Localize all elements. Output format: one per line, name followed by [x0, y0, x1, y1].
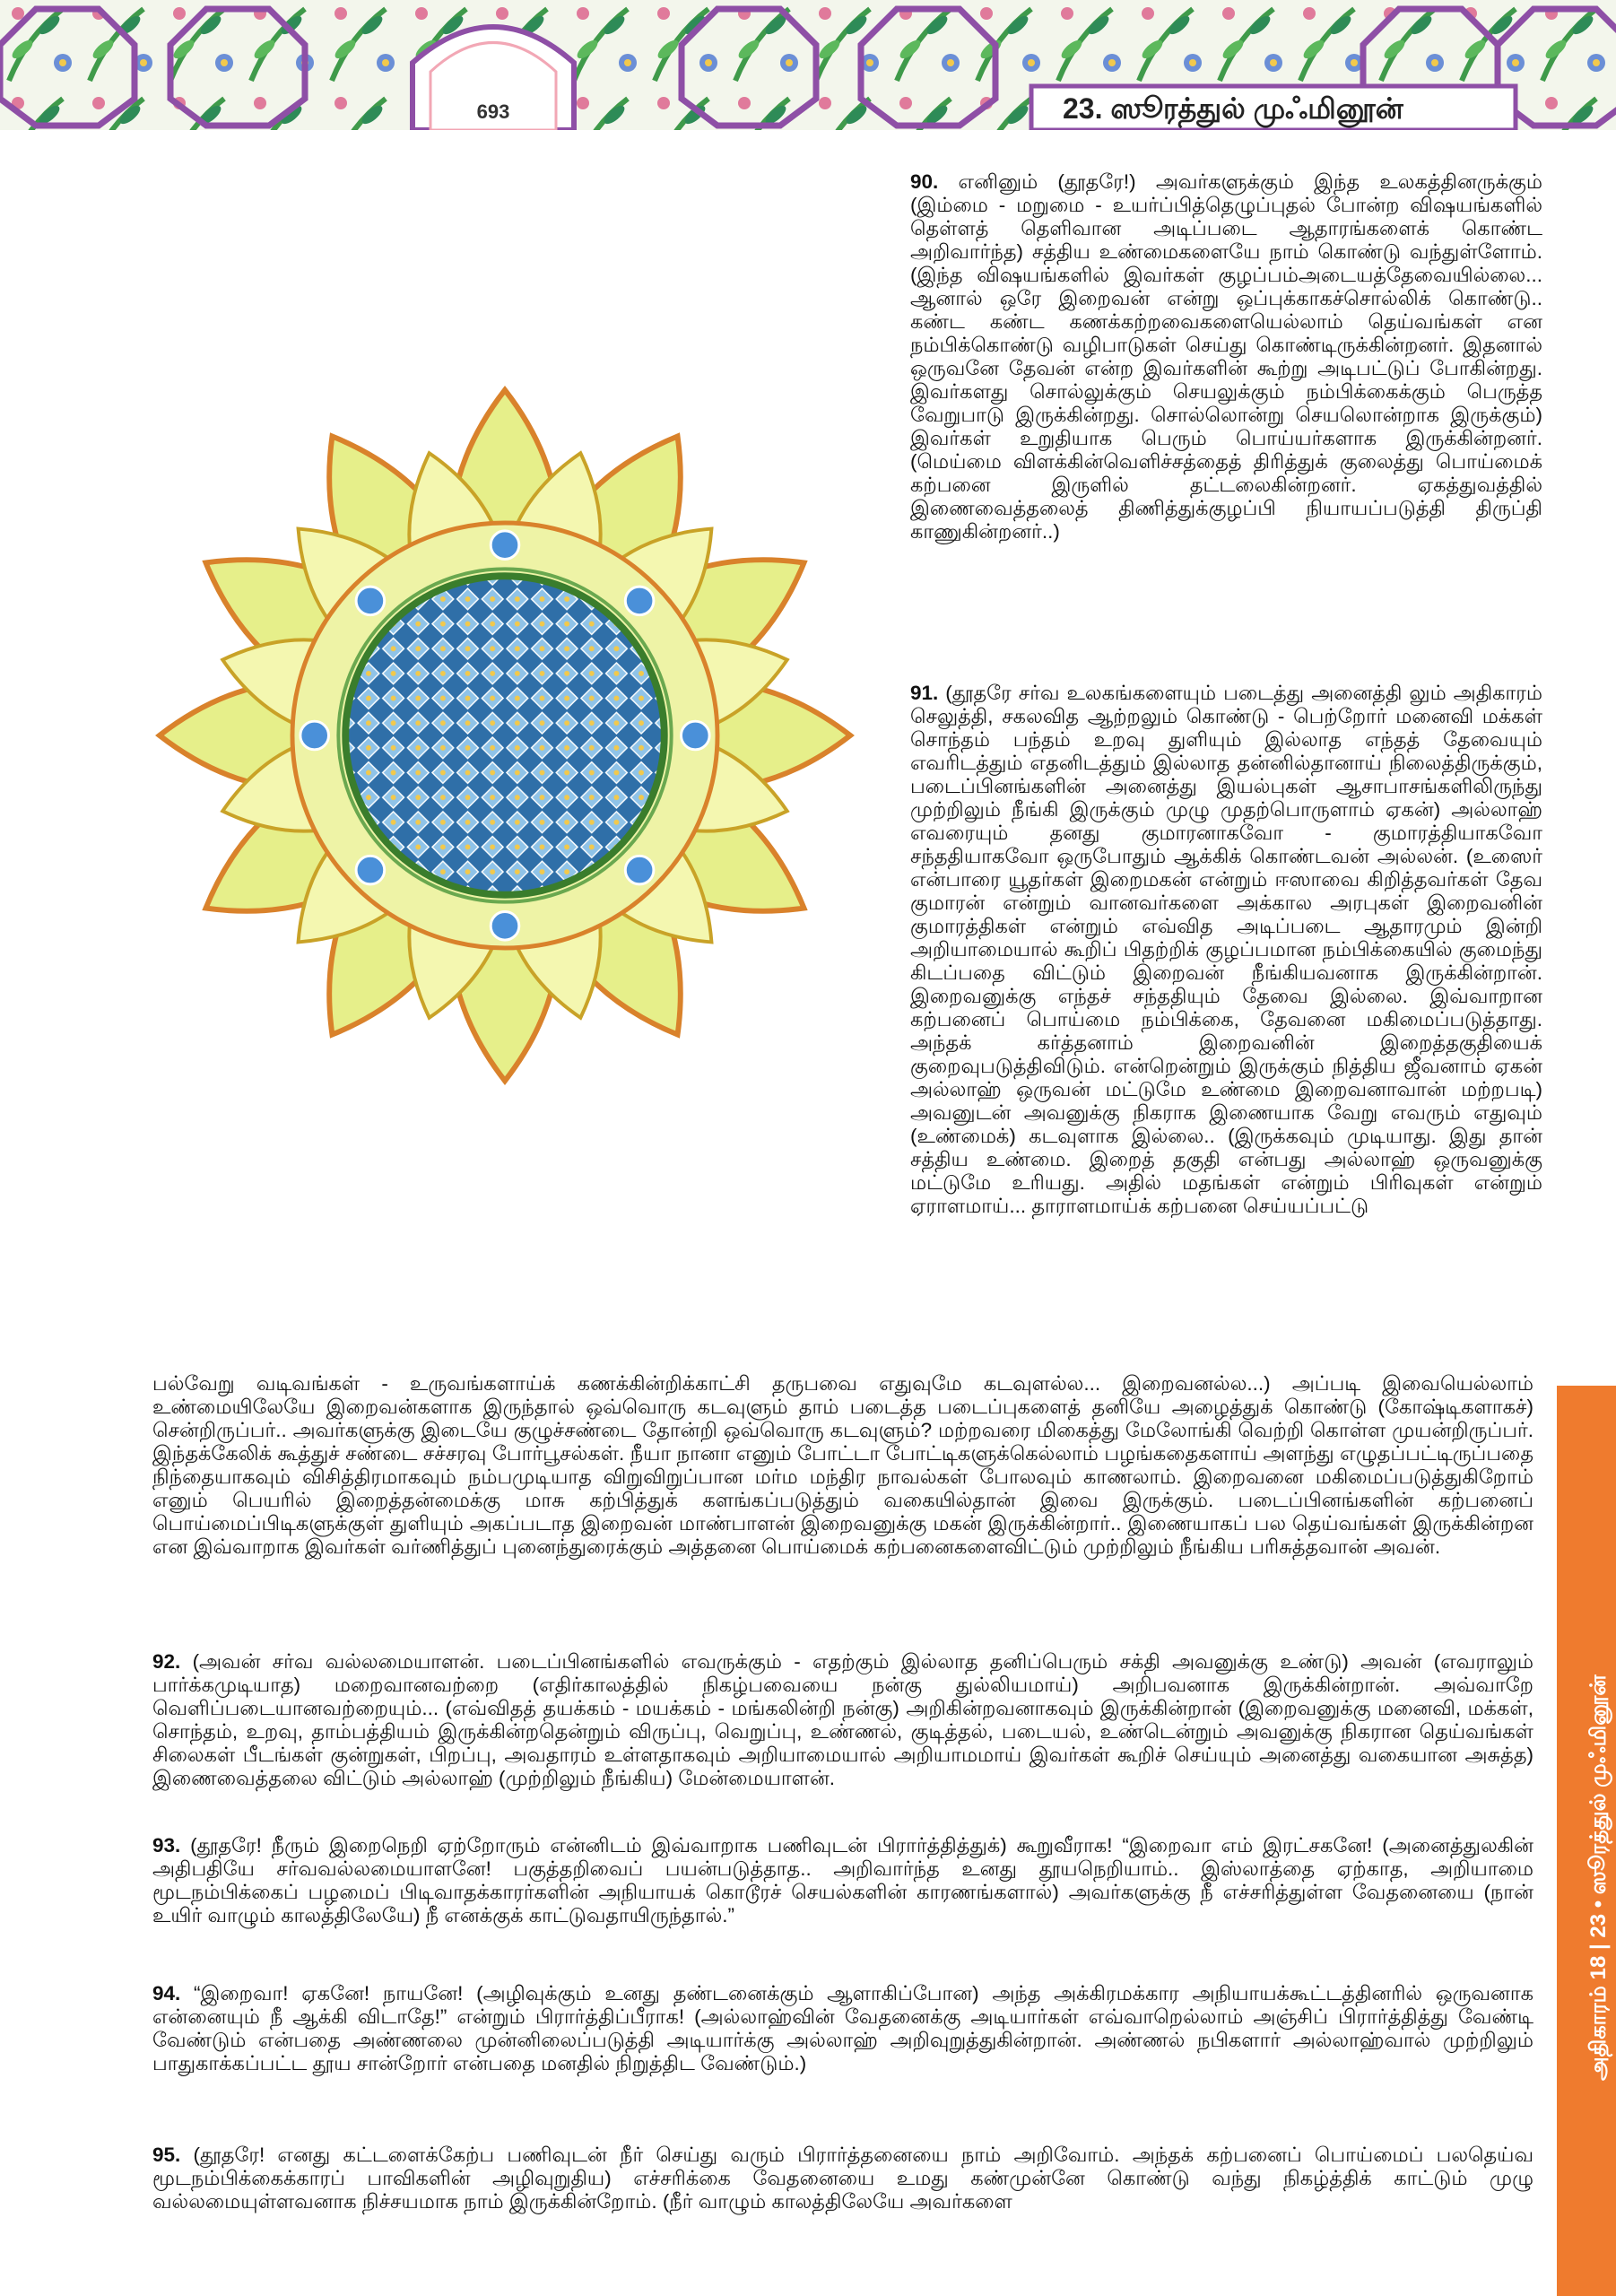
mandala-ornament — [151, 381, 859, 1090]
verse-text: பல்வேறு வடிவங்கள் - உருவங்களாய்க் கணக்கின்றிக்காட்சி தருபவை எதுவுமே கடவுளல்ல... இறைவனல்ல...) அப்படி இவையெல்லாம் உண்மையிலேயே இறைவன்களாக இருந்தால் ஒவ்வொரு கடவுளும் தாம் படைத்த படைப்புகளைத் தனியே அழைத்துக் கொண்டு (கோஷ்டிகளாகச்) சென்றிருப்பர்.. அவர்களுக்கு இடையே குழுச்சண்டை தோன்றி ஒவ்வொரு கடவுளும்? மற்றவரை மிகைத்து மேலோங்கி வெற்றி கொள்ள முயன்றிருப்பர். இந்தக்கேலிக் கூத்துச் சண்டை சச்சரவு போர்பூசல்கள். நீயா நானா எனும் போட்டா போட்டிகளுக்கெல்லாம் பழங்கதைகளாய் அளந்து எழுதப்பட்டிருப்பதை நிந்தையாகவும் விசித்திரமாகவும் நம்பமுடியாத விறுவிறுப்பான மர்ம மந்திர நாவல்கள் போலவும் காணலாம். இறைவனை மகிமைப்படுத்துகிறோம் எனும் பெயரில் இறைத்தன்மைக்கு மாசு கற்பித்துக் களங்கப்படுத்தும் வகையில்தான் இவை இருக்கும். படைப்பினங்களின் கற்பனைப் பொய்மைப்பிடிகளுக்குள் துளியும் அகப்படாத இறைவன் மாண்பாளன் இறைவனுக்கு மகன் இருக்கின்றார்.. இணையாகப் பல தெய்வங்கள் இருக்கின்றன என இவ்வாறாக இவர்கள் வர்ணித்துப் புனைந்துரைக்கும் அத்தனை பொய்மைக் கற்பனைகளைவிட்டும் முற்றிலும் நீங்கிய பரிசுத்தவான் அவன். — [152, 1372, 1533, 1558]
verse-number: 91. — [910, 682, 939, 704]
verse-number: 94. — [152, 1982, 181, 2005]
verse-number: 92. — [152, 1650, 181, 1673]
verse-90 — [910, 170, 1542, 544]
verse-95 — [152, 2144, 1533, 2213]
verse-93 — [152, 1834, 1533, 1927]
verse-text: (அவன் சர்வ வல்லமையாளன். படைப்பினங்களில் எவருக்கும் - எதற்கும் இல்லாத தனிப்பெரும் சக்தி அவனுக்கு உண்டு) அவன் (எவராலும் பார்க்கமுடியாத) மறைவானவற்றை (எதிர்காலத்தில் நிகழ்பவையை நன்கு துல்லியமாய்) அறிபவனாக இருக்கின்றான். அவ்வாறே வெளிப்படையானவற்றையும்... (எவ்விதத் தயக்கம் - மயக்கம் - மங்கலின்றி நன்கு) அறிகின்றவனாகவும் இருக்கின்றான் (இறைவனுக்கு மனைவி, மக்கள், சொந்தம், உறவு, தாம்பத்தியம் இருக்கின்றதென்றும் விருப்பு, வெறுப்பு, உண்ணல், குடித்தல், படையல், உண்டென்றும் அவனுக்கு நிகரான தெய்வங்கள் சிலைகள் பீடங்கள் குன்றுகள், பிறப்பு, அவதாரம் உள்ளதாகவும் அறியாமையால் அறியாமமாய் இவர்கள் கூறிச் செய்யும் அனைத்து வகையான அசுத்த) இணைவைத்தலை விட்டும் அல்லாஹ் (முற்றிலும் நீங்கிய) மேன்மையாளன். — [152, 1650, 1533, 1789]
verse-91-continued — [152, 1372, 1533, 1559]
verse-text: “இறைவா! ஏகனே! நாயனே! (அழிவுக்கும் உனது தண்டனைக்கும் ஆளாகிப்போன) அந்த அக்கிரமக்கார அநியாயக்கூட்டத்தினரில் ஒருவனாக என்னையும் நீ ஆக்கி விடாதே!” என்றும் பிரார்த்திப்பீராக! (அல்லாஹ்வின் வேதனைக்கு அடியார்கள் எவ்வாறெல்லாம் அஞ்சிப் பிரார்த்தித்து வேண்டி வேண்டும் என்பதை அண்ணலை முன்னிலைப்படுத்தி அடியார்க்கு அல்லாஹ் அறிவுறுத்துகின்றான். அண்ணல் நபிகளார் அல்லாஹ்வால் முற்றிலும் பாதுகாக்கப்பட்ட தூய சான்றோர் என்பதை மனதில் நிறுத்திட வேண்டும்.) — [152, 1982, 1533, 2074]
verse-number: 90. — [910, 170, 939, 193]
verse-number: 95. — [152, 2144, 181, 2166]
chapter-title: 23. ஸூரத்துல் முஃமினூன் — [1063, 92, 1403, 125]
verse-text: எனினும் (தூதரே!) அவர்களுக்கும் இந்த உலகத்தினருக்கும் (இம்மை - மறுமை - உயர்ப்பித்தெழுப்புதல் போன்ற விஷயங்களில் தெள்ளத் தெளிவான அடிப்படை ஆதாரங்களைக் கொண்ட அறிவார்ந்த) சத்திய உண்மைகளையே நாம் கொண்டு வந்துள்ளோம். (இந்த விஷயங்களில் இவர்கள் குழப்பம்அடையத்தேவையில்லை... ஆனால் ஒரே இறைவன் என்று ஒப்புக்காகச்சொல்லிக் கொண்டு.. கண்ட கண்ட கணக்கற்றவைகளையெல்லாம் தெய்வங்கள் என நம்பிக்கொண்டு வழிபாடுகள் செய்து கொண்டிருக்கின்றனர். இதனால் ஒருவனே தேவன் என்ற இவர்களின் கூற்று அடிபட்டுப் போகின்றது. இவர்களது சொல்லுக்கும் செயலுக்கும் நம்பிக்கைக்கும் பெருத்த வேறுபாடு இருக்கின்றது. சொல்லொன்று செயலொன்றாக இருக்கும்) இவர்கள் உறுதியாக பெரும் பொய்யர்களாக இருக்கின்றனர். (மெய்மை விளக்கின்வெளிச்சத்தைத் திரித்துக் குலைத்து பொய்மைக் கற்பனை இருளில் தட்டலைகின்றனர். ஏகத்துவத்தில் இணைவைத்தலைத் திணித்துக்குழப்பி நியாயப்படுத்தி திருப்தி காணுகின்றனர்..) — [910, 170, 1542, 543]
side-tab-label: அதிகாரம் 18 | 23 • ஸூரத்துல் முஃமினூன் — [1586, 1674, 1611, 2081]
page-number: 693 — [476, 100, 510, 123]
verse-number: 93. — [152, 1834, 181, 1857]
verse-91 — [910, 682, 1542, 1218]
verse-text: (தூதரே சர்வ உலகங்களையும் படைத்து அனைத்தி லும் அதிகாரம் செலுத்தி, சகலவித ஆற்றலும் கொண்டு - பெற்றோர் மனைவி மக்கள் சொந்தம் பந்தம் உறவு துளியும் இல்லாத எந்தத் தேவையும் எவரிடத்தும் எதனிடத்தும் இல்லாத தன்னில்தானாய் நிலைத்திருக்கும், படைப்பினங்களின் அனைத்து இயல்புகள் ஆசாபாசங்களிலிருந்து முற்றிலும் நீங்கி இருக்கும் முழு முதற்பொருளாம் ஏகன்) அல்லாஹ் எவரையும் தனது குமாரனாகவோ - குமாரத்தியாகவோ சந்ததியாகவோ ஒருபோதும் ஆக்கிக் கொண்டவன் அல்லன். (உஸைர் என்பாரை யூதர்கள் இறைமகன் என்றும் ஈஸாவை கிறித்தவர்கள் தேவ குமாரன் என்றும் வானவர்களை அக்கால அரபுகள் இறைவனின் குமாரத்திகள் என்றும் எவ்வித அடிப்படை ஆதாரமும் இன்றி அறியாமையால் கூறிப் பிதற்றிக் குழப்பமான நம்பிக்கையில் குமைந்து கிடப்பதை விட்டும் இறைவன் நீங்கியவனாக இருக்கின்றான். இறைவனுக்கு எந்தச் சந்ததியும் தேவை இல்லை. இவ்வாறான கற்பனைப் பொய்மை நம்பிக்கை, தேவனை மகிமைப்படுத்தாது. அந்தக் கர்த்தனாம் இறைவனின் இறைத்தகுதியைக் குறைவுபடுத்திவிடும். என்றென்றும் இருக்கும் நித்திய ஜீவனாம் ஏகன் அல்லாஹ் ஒருவன் மட்டுமே உண்மை இறைவனாவான் மற்றபடி) அவனுடன் அவனுக்கு நிகராக இணையாக வேறு எவரும் எதுவும் (உண்மைக்) கடவுளாக இல்லை.. (இருக்கவும் முடியாது. இது தான் சத்திய உண்மை. இறைத் தகுதி என்பது அல்லாஹ் ஒருவனுக்கு மட்டுமே உரியது. அதில் மதங்கள் என்றும் பிரிவுகள் என்றும் ஏராளமாய்... தாராளமாய்க் கற்பனை செய்யப்பட்டு — [910, 682, 1542, 1217]
verse-text: (தூதரே! நீரும் இறைநெறி ஏற்றோரும் என்னிடம் இவ்வாறாக பணிவுடன் பிரார்த்தித்துக்) கூறுவீராக! “இறைவா எம் இரட்சகனே! (அனைத்துலகின் அதிபதியே சர்வவல்லமையாளனே! பகுத்தறிவைப் பயன்படுத்தாத.. அறிவார்ந்த உனது தூயநெறியாம்.. இஸ்லாத்தை ஏற்காத, அறியாமை மூடநம்பிக்கைப் பழமைப் பிடிவாதக்காரர்களின் அநியாயக் கொடூரச் செயல்களின் காரணங்களால்) அவர்களுக்கு நீ எச்சரித்துள்ள வேதனையை (நான் உயிர் வாழும் காலத்திலேயே) நீ எனக்குக் காட்டுவதாயிருந்தால்.” — [152, 1834, 1533, 1926]
verse-94 — [152, 1982, 1533, 2075]
verse-text: (தூதரே! எனது கட்டளைக்கேற்ப பணிவுடன் நீர் செய்து வரும் பிரார்த்தனையை நாம் அறிவோம். அந்தக் கற்பனைப் பொய்மைப் பலதெய்வ மூடநம்பிக்கைக்காரப் பாவிகளின் அழிவுறுதிய) எச்சரிக்கை வேதனையை உமது கண்முன்னே கொண்டு வந்து நிகழ்த்திக் காட்டும் முழு வல்லமையுள்ளவனாக நிச்சயமாக நாம் இருக்கின்றோம். (நீர் வாழும் காலத்திலேயே அவர்களை — [152, 2144, 1533, 2213]
verse-92 — [152, 1650, 1533, 1790]
